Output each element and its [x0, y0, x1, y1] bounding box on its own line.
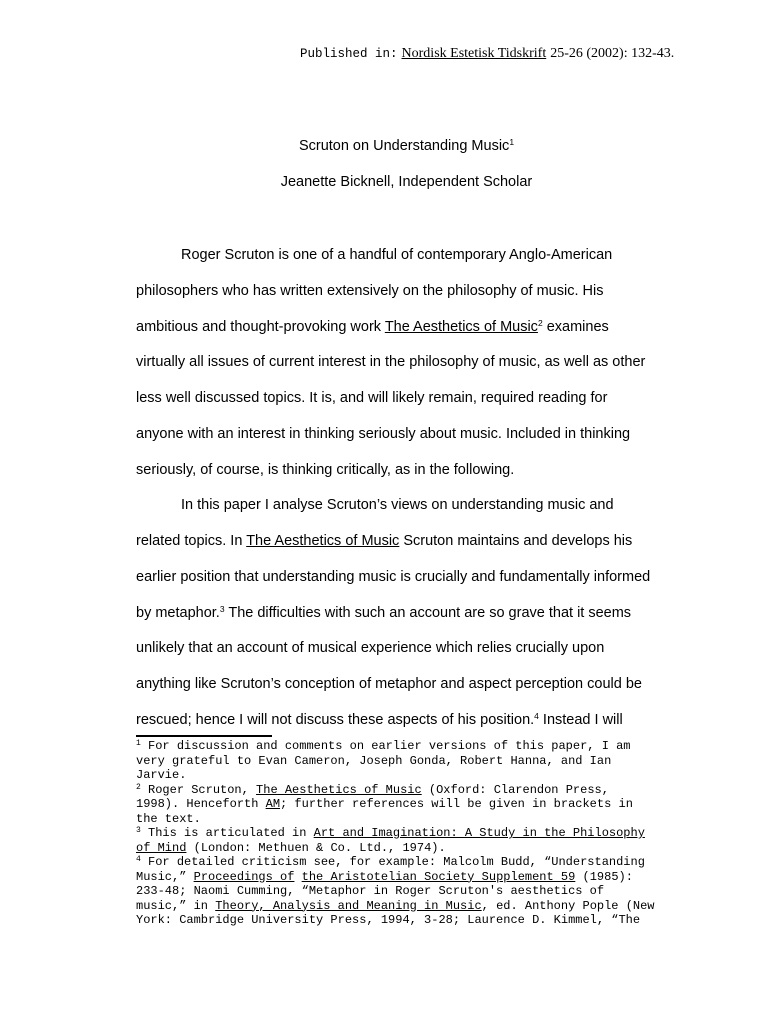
journal-title: Proceedings of: [193, 869, 295, 884]
text-segment: rescued; hence I will not discuss these aspects of his position.: [136, 711, 535, 728]
text-line: [136, 524, 696, 560]
book-title: Theory, Analysis and Meaning in Music: [215, 898, 482, 913]
footnote-number: 1: [136, 739, 141, 748]
publication-info: [300, 44, 720, 62]
text-segment: examines: [546, 318, 609, 335]
text-line: seriously, of course, is thinking critically, as in the following.: [136, 461, 515, 478]
footnote-ref-2: 2: [537, 317, 543, 328]
footnote-number: 3: [136, 826, 141, 835]
text-line: philosophers who has written extensively on the philosophy of music. His: [136, 282, 604, 299]
text-segment: by metaphor.: [136, 604, 220, 621]
journal-citation: 25-26 (2002): 132-43.: [550, 46, 675, 61]
footnote-number: 2: [136, 782, 141, 792]
footnote-line: 233-48; Naomi Cumming, “Metaphor in Roger Scruton's aesthetics of: [136, 884, 605, 898]
text-segment: For detailed criticism see, for example: Malcolm Budd, “Understanding: [148, 855, 645, 869]
book-title: The Aesthetics of Music: [246, 533, 400, 549]
footnote-line: the text.: [136, 811, 201, 826]
text-line: earlier position that understanding music is crucially and fundamentally informed: [136, 568, 651, 585]
published-label: Published in:: [300, 47, 398, 61]
footnote-line: [136, 855, 696, 870]
text-segment: related topics. In: [136, 533, 243, 549]
footnote-line: [136, 841, 696, 856]
text-line: [136, 703, 696, 739]
text-line: anything like Scruton’s conception of metaphor and aspect perception could be: [136, 676, 642, 692]
text-line: anyone with an interest in thinking seriously about music. Included in thinking: [136, 425, 631, 442]
text-segment: , ed. Anthony Pople (New: [481, 898, 655, 913]
footnote-line: [136, 797, 696, 812]
book-abbreviation: AM: [265, 797, 281, 811]
text-segment: For discussion and comments on earlier versions of this paper, I am: [148, 739, 631, 753]
text-segment: Music,”: [136, 869, 187, 884]
book-title: The Aesthetics of Music: [256, 782, 422, 797]
text-segment: ; further references will be given in brackets in: [280, 797, 633, 811]
text-segment: ambitious and thought-provoking work: [136, 318, 382, 335]
text-line: unlikely that an account of musical experience which relies crucially upon: [136, 640, 605, 657]
footnote-line: very grateful to Evan Cameron, Joseph Gonda, Robert Hanna, and Ian: [136, 753, 612, 768]
footnote-line: [136, 739, 696, 754]
text-line: Roger Scruton is one of a handful of contemporary Anglo-American: [181, 247, 613, 263]
text-segment: 1998). Henceforth: [136, 797, 259, 811]
footnote-number: 4: [136, 855, 141, 864]
text-line: In this paper I analyse Scruton’s views on understanding music and: [181, 497, 614, 514]
article-title: [0, 138, 768, 154]
text-segment: Roger Scruton,: [148, 782, 249, 797]
footnote-line: York: Cambridge University Press, 1994, 3-28; Laurence D. Kimmel, “The: [136, 913, 641, 927]
journal-title: the Aristotelian Society Supplement 59: [301, 869, 576, 884]
footnote-ref-4: 4: [534, 710, 539, 721]
author-line: Jeanette Bicknell, Independent Scholar: [280, 174, 533, 190]
footnote-line: [136, 783, 696, 798]
footnote-divider: [136, 735, 272, 737]
text-segment: This is articulated in: [148, 826, 307, 840]
body-text: [136, 238, 696, 739]
footnote-line: [136, 870, 696, 885]
text-segment: Instead I will: [542, 711, 623, 728]
text-line: [136, 310, 696, 346]
footnote-line: [136, 899, 696, 914]
footnote-line: [136, 826, 696, 841]
article-title-text: Scruton on Understanding Music: [298, 138, 510, 154]
text-line: virtually all issues of current interest in the philosophy of music, as well as other: [136, 354, 646, 371]
footnote-ref-3: 3: [219, 603, 225, 614]
text-line: [136, 596, 696, 632]
text-line: less well discussed topics. It is, and will likely remain, required reading for: [136, 390, 608, 406]
text-segment: (London: Methuen & Co. Ltd., 1974).: [193, 840, 446, 855]
book-title: Art and Imagination: A Study in the Philosophy: [313, 826, 645, 840]
footnote-ref-1: 1: [509, 137, 515, 147]
book-title: of Mind: [136, 840, 187, 855]
journal-name: Nordisk Estetisk Tidskrift: [401, 46, 547, 61]
footnotes: [136, 739, 696, 928]
text-segment: Scruton maintains and develops his: [403, 533, 633, 549]
text-segment: (Oxford: Clarendon Press,: [428, 782, 609, 797]
footnote-line: Jarvie.: [136, 768, 187, 782]
text-segment: music,” in: [136, 898, 209, 913]
book-title: The Aesthetics of Music: [384, 318, 538, 335]
text-segment: (1985):: [582, 869, 633, 884]
text-segment: The difficulties with such an account are so grave that it seems: [228, 604, 632, 621]
